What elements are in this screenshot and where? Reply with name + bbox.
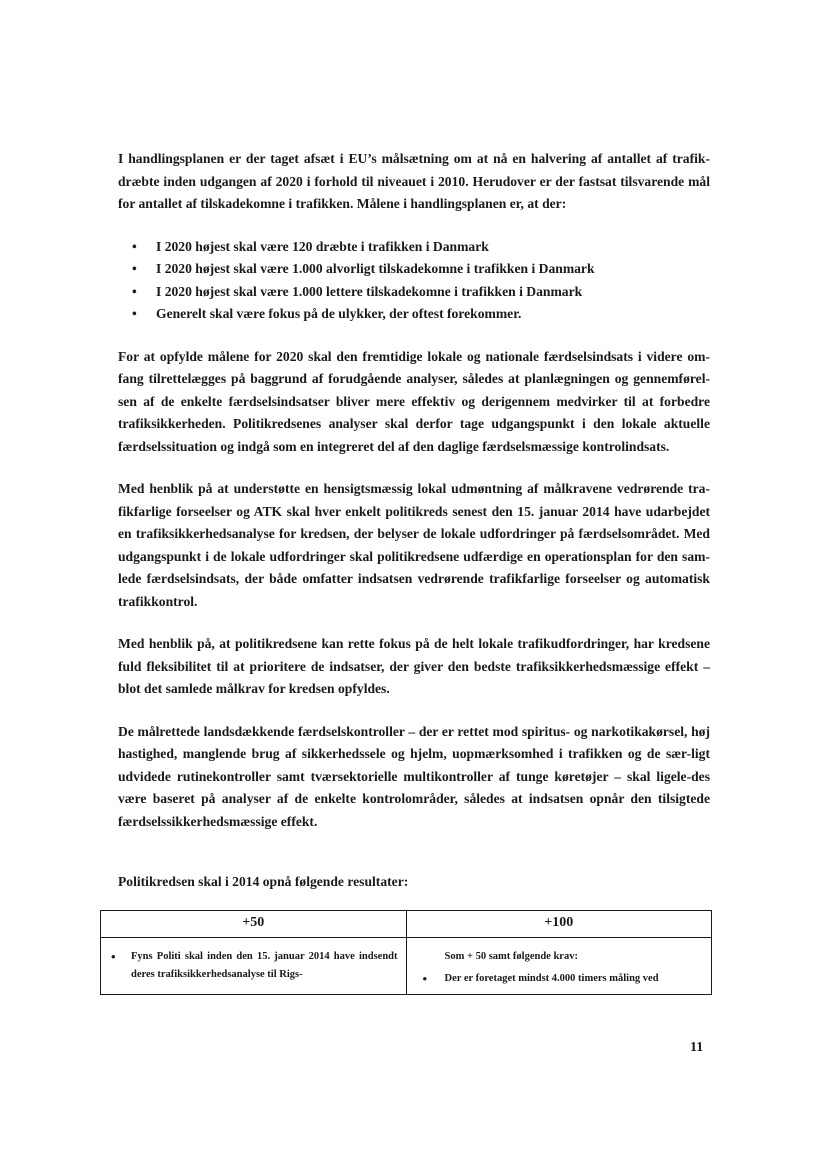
table-header-row	[101, 910, 712, 937]
goal-item: • I 2020 højest skal være 1.000 lettere tilskadekomne i trafikken i Danmark	[156, 281, 710, 304]
right-cell-bullet: • Der er foretaget mindst 4.000 timers måling ved	[415, 970, 704, 988]
goal-item: • I 2020 højest skal være 120 dræbte i trafikken i Danmark	[156, 236, 710, 259]
header-plus-100: +100	[406, 910, 712, 937]
document-body	[118, 148, 710, 995]
table-row	[101, 937, 712, 994]
analysis-paragraph: For at opfylde målene for 2020 skal den fremtidige lokale og nationale færdselsindsats i videre om-fang tilrettelægges på baggrund af forudgående analyser, således at planlægningen og gennemførel-sen af de enkelte færdselsindsatser bliver mere effektiv og derigennem medvirker til at forbedre trafiksikkerheden. Politikredsenes analyser skal derfor tage udgangspunkt i den lokale aktuelle færdselssituation og indgå som en integreret del af den daglige færdselsmæssige kontrolindsats.	[118, 348, 710, 454]
header-plus-50: +50	[101, 910, 407, 937]
cell-plus-50	[101, 937, 407, 994]
right-cell-intro: Som + 50 samt følgende krav:	[444, 950, 578, 962]
controls-paragraph: De målrettede landsdækkende færdselskontroller – der er rettet mod spiritus- og narkotikakørsel, høj hastighed, manglende brug af sikkerhedssele og hjelm, uopmærksomhed i trafikken og de sær-ligt udvidede rutinekontroller samt tværsektorielle multikontroller af tunge køretøjer – skal ligele-des være baseret på analyser af de enkelte kontrolområder, således at indsatsen opnår den tilsigtede færdselssikkerhedsmæssige effekt.	[118, 723, 710, 829]
goal-item: • I 2020 højest skal være 1.000 alvorligt tilskadekomne i trafikken i Danmark	[156, 258, 710, 281]
cell-plus-100	[406, 937, 712, 994]
operations-paragraph: Med henblik på at understøtte en hensigtsmæssig lokal udmøntning af målkravene vedrørende tra-fikfarlige forseelser og ATK skal hver enkelt politikreds senest den 15. januar 2014 have udarbejdet en trafiksikkerhedsanalyse for kredsen, der belyser de lokale udfordringer på færdselsområdet. Med udgangspunkt i de lokale udfordringer skal politikredsene udfærdige en operationsplan for den sam-lede færdselsindsats, der både omfatter indsatsen vedrørende trafikfarlige forseelser og automatisk trafikkontrol.	[118, 481, 710, 609]
goals-list	[118, 236, 710, 326]
intro-paragraph: I handlingsplanen er der taget afsæt i EU’s målsætning om at nå en halvering af antallet af trafik-dræbte inden udgangen af 2020 i forhold til niveauet i 2010. Herudover er der fastsat tilsvarende mål for antallet af tilskadekomne i trafikken. Målene i handlingsplanen er, at der:	[118, 151, 710, 211]
flexibility-paragraph: Med henblik på, at politikredsene kan rette fokus på de helt lokale trafikudfordringer, har kredsene fuld fleksibilitet til at prioritere de indsatser, der giver den bedste trafiksikkerhedsmæssige effekt – blot det samlede målkrav for kredsen opfyldes.	[118, 636, 710, 696]
results-title: Politikredsen skal i 2014 opnå følgende resultater:	[118, 874, 409, 889]
goal-item: • Generelt skal være fokus på de ulykker, der oftest forekommer.	[156, 303, 710, 326]
results-table	[100, 910, 712, 995]
page-number: 11	[690, 1040, 704, 1055]
left-cell-bullet: • Fyns Politi skal inden den 15. januar 2014 have indsendt deres trafiksikkerhedsanalyse til Rigs-	[109, 948, 398, 984]
